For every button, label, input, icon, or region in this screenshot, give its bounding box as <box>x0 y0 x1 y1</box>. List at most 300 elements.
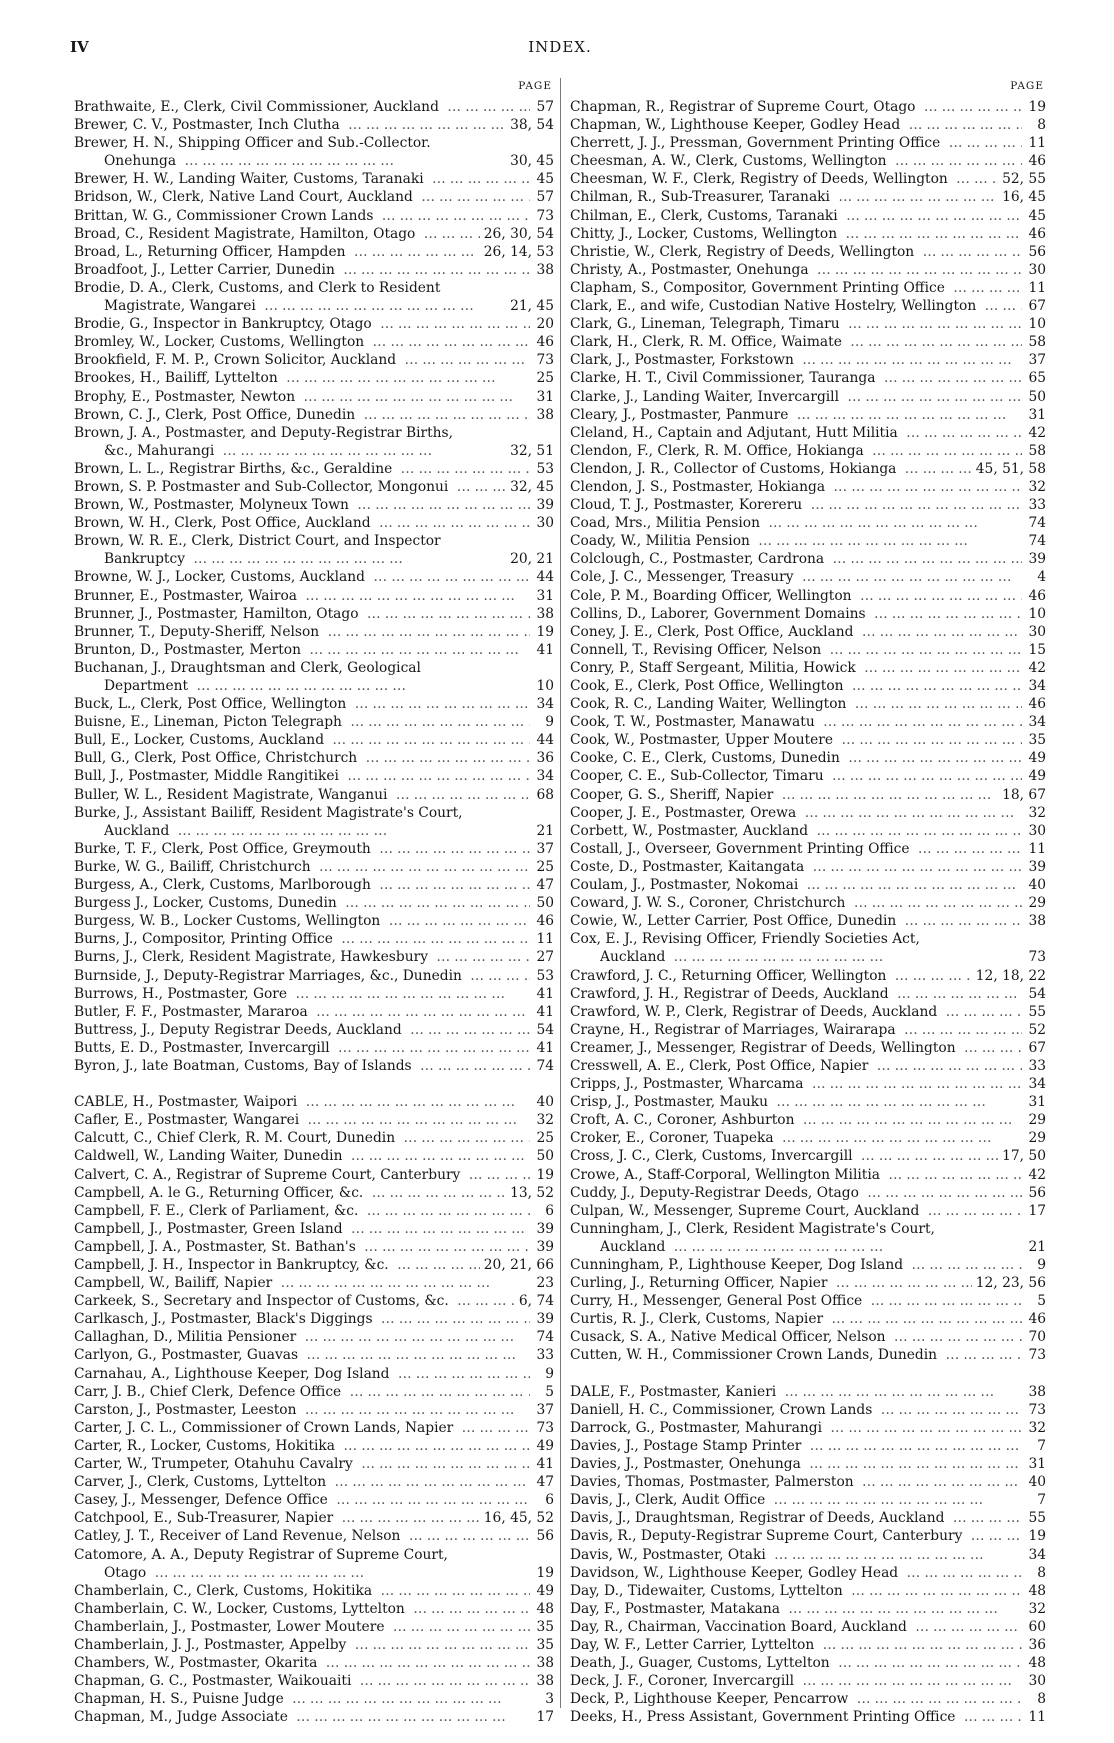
entry-name: Bromley, W., Locker, Customs, Wellington ……………………………… <box>74 333 530 351</box>
page-header <box>70 38 1050 62</box>
entry-name: Christie, W., Clerk, Registry of Deeds, Wellington ……………………………… <box>570 243 1022 261</box>
entry-page: 44 <box>536 569 554 586</box>
entry-name: Death, J., Guager, Customs, Lyttelton ……………………………… <box>570 1654 1022 1672</box>
index-entry <box>570 568 1046 586</box>
index-entry <box>74 858 554 876</box>
entry-name: Brathwaite, E., Clerk, Civil Commissioner, Auckland ……………………………… <box>74 98 530 116</box>
entry-name: Carlyon, G., Postmaster, Guavas ……………………………… <box>74 1346 530 1364</box>
entry-page: 33 <box>536 1347 554 1364</box>
entry-name: Brewer, H. N., Shipping Officer and Sub.-Collector. <box>74 135 431 152</box>
entry-page: 10 <box>1028 605 1046 622</box>
index-entry <box>570 134 1046 152</box>
entry-page: 19 <box>1028 1528 1046 1545</box>
entry-page: 31 <box>536 587 554 604</box>
entry-name: Clark, J., Postmaster, Forkstown ……………………………… <box>570 351 1022 369</box>
entry-page: 41 <box>536 1003 554 1020</box>
entry-name: Broad, C., Resident Magistrate, Hamilton, Otago ……………………………… <box>74 225 480 243</box>
index-entry <box>74 930 554 948</box>
index-entry <box>74 279 554 297</box>
entry-page: 39 <box>536 1311 554 1328</box>
entry-name: Burke, T. F., Clerk, Post Office, Greymouth ……………………………… <box>74 840 530 858</box>
entry-name: Daniell, H. C., Commissioner, Crown Lands ……………………………… <box>570 1401 1022 1419</box>
index-entry <box>570 514 1046 532</box>
index-entry <box>74 1672 554 1690</box>
entry-page: 38 <box>536 1655 554 1672</box>
entry-name: Cooper, G. S., Sheriff, Napier ……………………………… <box>570 786 998 804</box>
index-entry <box>74 1582 554 1600</box>
index-entry <box>74 388 554 406</box>
entry-name: Carr, J. B., Chief Clerk, Defence Office ……………………………… <box>74 1383 530 1401</box>
entry-name: Chitty, J., Locker, Customs, Wellington ……………………………… <box>570 225 1022 243</box>
entry-page: 18, 67 <box>1002 786 1046 803</box>
index-entry <box>570 1111 1046 1129</box>
index-entry <box>74 1455 554 1473</box>
index-entry <box>74 1636 554 1654</box>
index-entry <box>74 641 554 659</box>
entry-name: Crisp, J., Postmaster, Mauku ……………………………… <box>570 1093 1022 1111</box>
entry-name: Chilman, E., Clerk, Customs, Taranaki ……………………………… <box>570 207 1022 225</box>
entry-name: Davis, W., Postmaster, Otaki ……………………………… <box>570 1546 1022 1564</box>
index-entry <box>74 587 554 605</box>
entry-name: Day, D., Tidewaiter, Customs, Lyttelton ……………………………… <box>570 1582 1022 1600</box>
index-entry <box>570 1654 1046 1672</box>
index-entry <box>570 98 1046 116</box>
index-entry <box>74 134 554 152</box>
index-entry <box>570 478 1046 496</box>
entry-name: Callaghan, D., Militia Pensioner ……………………………… <box>74 1328 530 1346</box>
entry-page: 58 <box>1028 442 1046 459</box>
entry-page: 46 <box>536 334 554 351</box>
entry-name: Crawford, J. C., Returning Officer, Wellington ……………………………… <box>570 967 972 985</box>
entry-page: 8 <box>1037 117 1046 134</box>
entry-name: Carter, R., Locker, Customs, Hokitika ……………………………… <box>74 1437 530 1455</box>
index-entry <box>570 1256 1046 1274</box>
entry-page: 10 <box>536 678 554 694</box>
entry-name: Cherrett, J. J., Pressman, Government Printing Office ……………………………… <box>570 134 1022 152</box>
entry-name: Cheesman, A. W., Clerk, Customs, Wellington ……………………………… <box>570 152 1022 170</box>
entry-name: Campbell, J. A., Postmaster, St. Bathan's ……………………………… <box>74 1238 530 1256</box>
index-entry <box>74 749 554 767</box>
entry-name: Coulam, J., Postmaster, Nokomai ……………………………… <box>570 876 1022 894</box>
column-divider <box>560 78 561 1708</box>
index-entry <box>570 170 1046 188</box>
entry-name: Buller, W. L., Resident Magistrate, Wanganui ……………………………… <box>74 786 530 804</box>
entry-page: 74 <box>1028 515 1046 532</box>
entry-page: 20, 21 <box>510 551 554 568</box>
entry-name: Cox, E. J., Revising Officer, Friendly Societies Act, <box>570 931 920 948</box>
index-entry <box>570 587 1046 605</box>
index-entry <box>74 1111 554 1129</box>
index-entry <box>74 170 554 188</box>
entry-page: 35 <box>1028 732 1046 749</box>
entry-page: 33 <box>1028 1057 1046 1074</box>
entry-name: Cowie, W., Letter Carrier, Post Office, Dunedin ……………………………… <box>570 912 1022 930</box>
entry-page: 37 <box>536 1401 554 1418</box>
entry-name: Catley, J. T., Receiver of Land Revenue, Nelson ……………………………… <box>74 1527 530 1545</box>
entry-name: Campbell, F. E., Clerk of Parliament, &c. ……………………………… <box>74 1202 530 1220</box>
entry-name: Corbett, W., Postmaster, Auckland ……………………………… <box>570 822 1022 840</box>
index-entry <box>74 1238 554 1256</box>
entry-name: Chilman, R., Sub-Treasurer, Taranaki ……………………………… <box>570 188 998 206</box>
index-entry <box>74 152 554 170</box>
entry-page: 17, 50 <box>1002 1148 1046 1165</box>
entry-page: 29 <box>1028 1130 1046 1147</box>
entry-page: 53 <box>536 967 554 984</box>
entry-page: 41 <box>536 985 554 1002</box>
entry-name: Campbell, W., Bailiff, Napier ……………………………… <box>74 1274 530 1292</box>
entry-page: 47 <box>536 877 554 894</box>
index-entry <box>570 116 1046 134</box>
entry-page: 41 <box>536 1456 554 1473</box>
entry-name: Curry, H., Messenger, General Post Office ……………………………… <box>570 1292 1022 1310</box>
entry-name: Auckland ……………………………… <box>600 948 1022 966</box>
index-entry <box>74 207 554 225</box>
index-entry <box>74 496 554 514</box>
right-page-label: PAGE <box>1010 80 1044 92</box>
entry-page: 11 <box>1028 135 1046 152</box>
index-entry <box>570 225 1046 243</box>
index-entry <box>570 1328 1046 1346</box>
index-entry <box>570 985 1046 1003</box>
index-entry <box>570 1310 1046 1328</box>
index-entry <box>74 713 554 731</box>
entry-page: 34 <box>536 768 554 785</box>
index-entry <box>570 369 1046 387</box>
entry-name: Clendon, F., Clerk, R. M. Office, Hokianga ……………………………… <box>570 442 1022 460</box>
entry-page: 73 <box>536 352 554 369</box>
index-entry <box>570 677 1046 695</box>
entry-name: Crawford, W. P., Clerk, Registrar of Deeds, Auckland ……………………………… <box>570 1003 1022 1021</box>
entry-name: Clarke, H. T., Civil Commissioner, Tauranga ……………………………… <box>570 369 1022 387</box>
entry-name: Davis, R., Deputy-Registrar Supreme Court, Canterbury ……………………………… <box>570 1527 1022 1545</box>
entry-name: Catchpool, E., Sub-Treasurer, Napier ……………………………… <box>74 1509 480 1527</box>
entry-name: Butts, E. D., Postmaster, Invercargill ……………………………… <box>74 1039 530 1057</box>
entry-name: Buchanan, J., Draughtsman and Clerk, Geological <box>74 659 421 676</box>
entry-name: Onehunga ……………………………… <box>104 152 506 170</box>
index-entry <box>570 1238 1046 1256</box>
entry-name: Carver, J., Clerk, Customs, Lyttelton ……………………………… <box>74 1473 530 1491</box>
entry-page: 49 <box>536 1437 554 1454</box>
entry-page: 49 <box>1028 750 1046 767</box>
entry-page: 32, 45 <box>510 478 554 495</box>
index-entry <box>74 1708 554 1726</box>
entry-page: 38 <box>536 605 554 622</box>
index-entry <box>74 1147 554 1165</box>
index-entry <box>570 876 1046 894</box>
entry-name: Brown, S. P. Postmaster and Sub-Collector, Mongonui ……………………………… <box>74 478 506 496</box>
entry-page: 41 <box>536 1039 554 1056</box>
entry-page: 12, 18, 22 <box>975 967 1046 984</box>
section-gap <box>74 1075 554 1093</box>
entry-page: 74 <box>536 1057 554 1074</box>
index-entry <box>570 894 1046 912</box>
index-entry <box>570 1672 1046 1690</box>
index-entry <box>74 369 554 387</box>
entry-name: Chamberlain, C., Clerk, Customs, Hokitika ……………………………… <box>74 1582 530 1600</box>
entry-name: Chapman, G. C., Postmaster, Waikouaiti ……………………………… <box>74 1672 530 1690</box>
entry-page: 6 <box>545 1202 554 1219</box>
entry-name: Brown, W. H., Clerk, Post Office, Auckland ……………………………… <box>74 514 530 532</box>
entry-name: Cleary, J., Postmaster, Panmure ……………………………… <box>570 406 1022 424</box>
index-entry <box>74 333 554 351</box>
index-entry <box>74 695 554 713</box>
entry-page: 9 <box>545 1365 554 1382</box>
index-entry <box>570 1075 1046 1093</box>
entry-name: Burgess, A., Clerk, Customs, Marlborough ……………………………… <box>74 876 530 894</box>
entry-name: Burrows, H., Postmaster, Gore ……………………………… <box>74 985 530 1003</box>
index-entry <box>74 659 554 677</box>
entry-page: 34 <box>1028 714 1046 731</box>
index-entry <box>570 333 1046 351</box>
index-entry <box>74 623 554 641</box>
entry-page: 12, 23, 56 <box>975 1275 1046 1292</box>
index-entry <box>74 677 554 695</box>
entry-page: 74 <box>1028 533 1046 550</box>
entry-page: 36 <box>1028 1636 1046 1653</box>
entry-name: Brookfield, F. M. P., Crown Solicitor, Auckland ……………………………… <box>74 351 530 369</box>
left-page-label: PAGE <box>518 80 552 92</box>
entry-name: Conry, P., Staff Sergeant, Militia, Howick ……………………………… <box>570 659 1022 677</box>
index-entry <box>570 388 1046 406</box>
index-entry <box>74 1202 554 1220</box>
entry-name: Carlkasch, J., Postmaster, Black's Diggings ……………………………… <box>74 1310 530 1328</box>
entry-name: Day, F., Postmaster, Matakana ……………………………… <box>570 1600 1022 1618</box>
entry-name: Curtis, R. J., Clerk, Customs, Napier ……………………………… <box>570 1310 1022 1328</box>
index-entry <box>74 804 554 822</box>
entry-page: 73 <box>1028 949 1046 966</box>
index-entry <box>570 1491 1046 1509</box>
entry-name: Browne, W. J., Locker, Customs, Auckland ……………………………… <box>74 568 530 586</box>
entry-name: Cloud, T. J., Postmaster, Korereru ……………………………… <box>570 496 1022 514</box>
entry-page: 34 <box>1028 678 1046 694</box>
index-entry <box>570 713 1046 731</box>
index-entry <box>570 1346 1046 1364</box>
index-entry <box>570 1003 1046 1021</box>
entry-page: 38 <box>536 1673 554 1690</box>
index-entry <box>74 967 554 985</box>
entry-page: 20, 21, 66 <box>483 1257 554 1273</box>
entry-name: Clarke, J., Landing Waiter, Invercargill ……………………………… <box>570 388 1022 406</box>
right-entries <box>570 98 1046 1726</box>
entry-page: 8 <box>1037 1691 1046 1708</box>
entry-name: Deck, J. F., Coroner, Invercargill ……………………………… <box>570 1672 1022 1690</box>
entry-page: 39 <box>536 497 554 514</box>
entry-name: Davidson, W., Lighthouse Keeper, Godley Head ……………………………… <box>570 1564 1022 1582</box>
entry-page: 21, 45 <box>510 298 554 315</box>
index-entry <box>570 207 1046 225</box>
index-entry <box>570 496 1046 514</box>
entry-name: Carnahau, A., Lighthouse Keeper, Dog Island ……………………………… <box>74 1365 530 1383</box>
index-entry <box>570 786 1046 804</box>
entry-page: 7 <box>1037 1437 1046 1454</box>
index-entry <box>74 1328 554 1346</box>
entry-name: Calvert, C. A., Registrar of Supreme Court, Canterbury ……………………………… <box>74 1166 530 1184</box>
entry-name: Brunner, J., Postmaster, Hamilton, Otago ……………………………… <box>74 605 530 623</box>
index-entry <box>74 478 554 496</box>
entry-name: Cripps, J., Postmaster, Wharcama ……………………………… <box>570 1075 1022 1093</box>
index-entry <box>74 1039 554 1057</box>
index-entry <box>570 424 1046 442</box>
index-entry <box>74 297 554 315</box>
entry-name: Byron, J., late Boatman, Customs, Bay of Islands ……………………………… <box>74 1057 530 1075</box>
index-entry <box>570 623 1046 641</box>
entry-name: Connell, T., Revising Officer, Nelson ……………………………… <box>570 641 1022 659</box>
entry-page: 31 <box>1028 1094 1046 1111</box>
entry-page: 37 <box>536 840 554 857</box>
index-entry <box>74 116 554 134</box>
index-entry <box>74 514 554 532</box>
entry-page: 33 <box>1028 497 1046 514</box>
entry-name: Brodie, G., Inspector in Bankruptcy, Otago ……………………………… <box>74 315 530 333</box>
entry-name: Department ……………………………… <box>104 677 530 695</box>
index-entry <box>74 1057 554 1075</box>
entry-page: 42 <box>1028 424 1046 441</box>
index-entry <box>570 749 1046 767</box>
index-entry <box>74 442 554 460</box>
index-entry <box>570 659 1046 677</box>
entry-page: 49 <box>536 1582 554 1599</box>
entry-name: Cunningham, P., Lighthouse Keeper, Dog Island ……………………………… <box>570 1256 1022 1274</box>
entry-page: 42 <box>1028 1166 1046 1183</box>
entry-name: DALE, F., Postmaster, Kanieri ……………………………… <box>570 1383 1022 1401</box>
index-entry <box>570 1184 1046 1202</box>
entry-page: 55 <box>1028 1510 1046 1527</box>
index-entry <box>74 1093 554 1111</box>
entry-name: Cole, J. C., Messenger, Treasury ……………………………… <box>570 568 1022 586</box>
entry-page: 65 <box>1028 370 1046 387</box>
entry-page: 50 <box>536 895 554 912</box>
entry-name: Cooke, C. E., Clerk, Customs, Dunedin ……………………………… <box>570 749 1022 767</box>
entry-page: 70 <box>1028 1329 1046 1346</box>
entry-name: Burke, J., Assistant Bailiff, Resident Magistrate's Court, <box>74 804 463 821</box>
index-entry <box>570 641 1046 659</box>
entry-page: 46 <box>1028 225 1046 242</box>
entry-name: Christy, A., Postmaster, Onehunga ……………………………… <box>570 261 1022 279</box>
index-entry <box>74 786 554 804</box>
left-entries <box>74 98 554 1726</box>
entry-page: 10 <box>1028 316 1046 333</box>
entry-page: 52, 55 <box>1002 171 1046 188</box>
entry-name: Calcutt, C., Chief Clerk, R. M. Court, Dunedin ……………………………… <box>74 1129 530 1147</box>
entry-name: Cunningham, J., Clerk, Resident Magistrate's Court, <box>570 1220 935 1237</box>
entry-name: Brown, W., Postmaster, Molyneux Town ……………………………… <box>74 496 530 514</box>
entry-page: 45 <box>536 171 554 188</box>
entry-name: Broad, L., Returning Officer, Hampden ……………………………… <box>74 243 480 261</box>
index-entry <box>74 912 554 930</box>
entry-page: 40 <box>1028 1474 1046 1491</box>
entry-page: 58 <box>1028 334 1046 351</box>
entry-page: 36 <box>536 750 554 767</box>
index-entry <box>570 297 1046 315</box>
entry-page: 48 <box>536 1600 554 1617</box>
entry-page: 54 <box>1028 985 1046 1002</box>
entry-name: Chamberlain, J., Postmaster, Lower Moutere ……………………………… <box>74 1618 530 1636</box>
entry-name: Buttress, J., Deputy Registrar Deeds, Auckland ……………………………… <box>74 1021 530 1039</box>
index-entry <box>74 351 554 369</box>
index-entry <box>74 1220 554 1238</box>
entry-page: 27 <box>536 949 554 966</box>
entry-page: 73 <box>536 1419 554 1436</box>
entry-name: Clendon, J. R., Collector of Customs, Hokianga ……………………………… <box>570 460 972 478</box>
entry-page: 20 <box>536 316 554 333</box>
index-entry <box>570 1147 1046 1165</box>
index-entry <box>74 1491 554 1509</box>
index-entry <box>570 912 1046 930</box>
entry-name: Costall, J., Overseer, Government Printing Office ……………………………… <box>570 840 1022 858</box>
entry-page: 32 <box>1028 478 1046 495</box>
entry-name: Deeks, H., Press Assistant, Government Printing Office ……………………………… <box>570 1708 1022 1726</box>
index-entry <box>74 1473 554 1491</box>
entry-name: Brunner, E., Postmaster, Wairoa ……………………………… <box>74 587 530 605</box>
entry-page: 48 <box>1028 1655 1046 1672</box>
entry-name: Coney, J. E., Clerk, Post Office, Auckland ……………………………… <box>570 623 1022 641</box>
index-entry <box>570 442 1046 460</box>
entry-page: 34 <box>536 696 554 713</box>
index-entry <box>570 1546 1046 1564</box>
entry-page: 11 <box>1028 1709 1046 1726</box>
entry-page: 73 <box>536 207 554 224</box>
index-entry <box>74 731 554 749</box>
index-entry <box>570 188 1046 206</box>
index-entry <box>570 804 1046 822</box>
entry-page: 6 <box>545 1492 554 1509</box>
entry-name: Bull, J., Postmaster, Middle Rangitikei ……………………………… <box>74 767 530 785</box>
entry-page: 3 <box>545 1691 554 1708</box>
index-entry <box>74 1600 554 1618</box>
index-entry <box>74 767 554 785</box>
entry-page: 11 <box>536 931 554 948</box>
index-entry <box>74 243 554 261</box>
entry-page: 38 <box>536 261 554 278</box>
index-entry <box>570 315 1046 333</box>
entry-page: 57 <box>536 189 554 206</box>
index-entry <box>74 1564 554 1582</box>
entry-page: 39 <box>536 1238 554 1255</box>
entry-name: Collins, D., Laborer, Government Domains ……………………………… <box>570 605 1022 623</box>
index-entry <box>570 1166 1046 1184</box>
entry-name: Otago ……………………………… <box>104 1564 530 1582</box>
entry-page: 30 <box>1028 623 1046 640</box>
index-entry <box>74 98 554 116</box>
entry-name: Brown, C. J., Clerk, Post Office, Dunedin ……………………………… <box>74 406 530 424</box>
index-entry <box>570 1437 1046 1455</box>
index-entry <box>570 695 1046 713</box>
entry-page: 46 <box>1028 1311 1046 1328</box>
index-entry <box>74 894 554 912</box>
index-entry <box>570 1202 1046 1220</box>
entry-page: 42 <box>1028 659 1046 676</box>
entry-name: Chambers, W., Postmaster, Okarita ……………………………… <box>74 1654 530 1672</box>
index-entry <box>74 424 554 442</box>
left-column <box>74 80 554 1726</box>
index-entry <box>570 1220 1046 1238</box>
entry-page: 5 <box>545 1383 554 1400</box>
entry-name: Cheesman, W. F., Clerk, Registry of Deeds, Wellington ……………………………… <box>570 170 998 188</box>
entry-name: Clark, H., Clerk, R. M. Office, Waimate ……………………………… <box>570 333 1022 351</box>
entry-name: Cutten, W. H., Commissioner Crown Lands, Dunedin ……………………………… <box>570 1346 1022 1364</box>
entry-name: Carter, J. C. L., Commissioner of Crown Lands, Napier ……………………………… <box>74 1419 530 1437</box>
entry-page: 48 <box>1028 1582 1046 1599</box>
entry-page: 26, 30, 54 <box>483 225 554 242</box>
entry-page: 5 <box>1037 1293 1046 1310</box>
index-entry <box>570 1057 1046 1075</box>
entry-name: Casey, J., Messenger, Defence Office ……………………………… <box>74 1491 530 1509</box>
entry-page: 56 <box>1028 1184 1046 1201</box>
entry-page: 46 <box>1028 587 1046 604</box>
index-entry <box>570 1636 1046 1654</box>
index-entry <box>74 1346 554 1364</box>
entry-page: 49 <box>1028 768 1046 785</box>
